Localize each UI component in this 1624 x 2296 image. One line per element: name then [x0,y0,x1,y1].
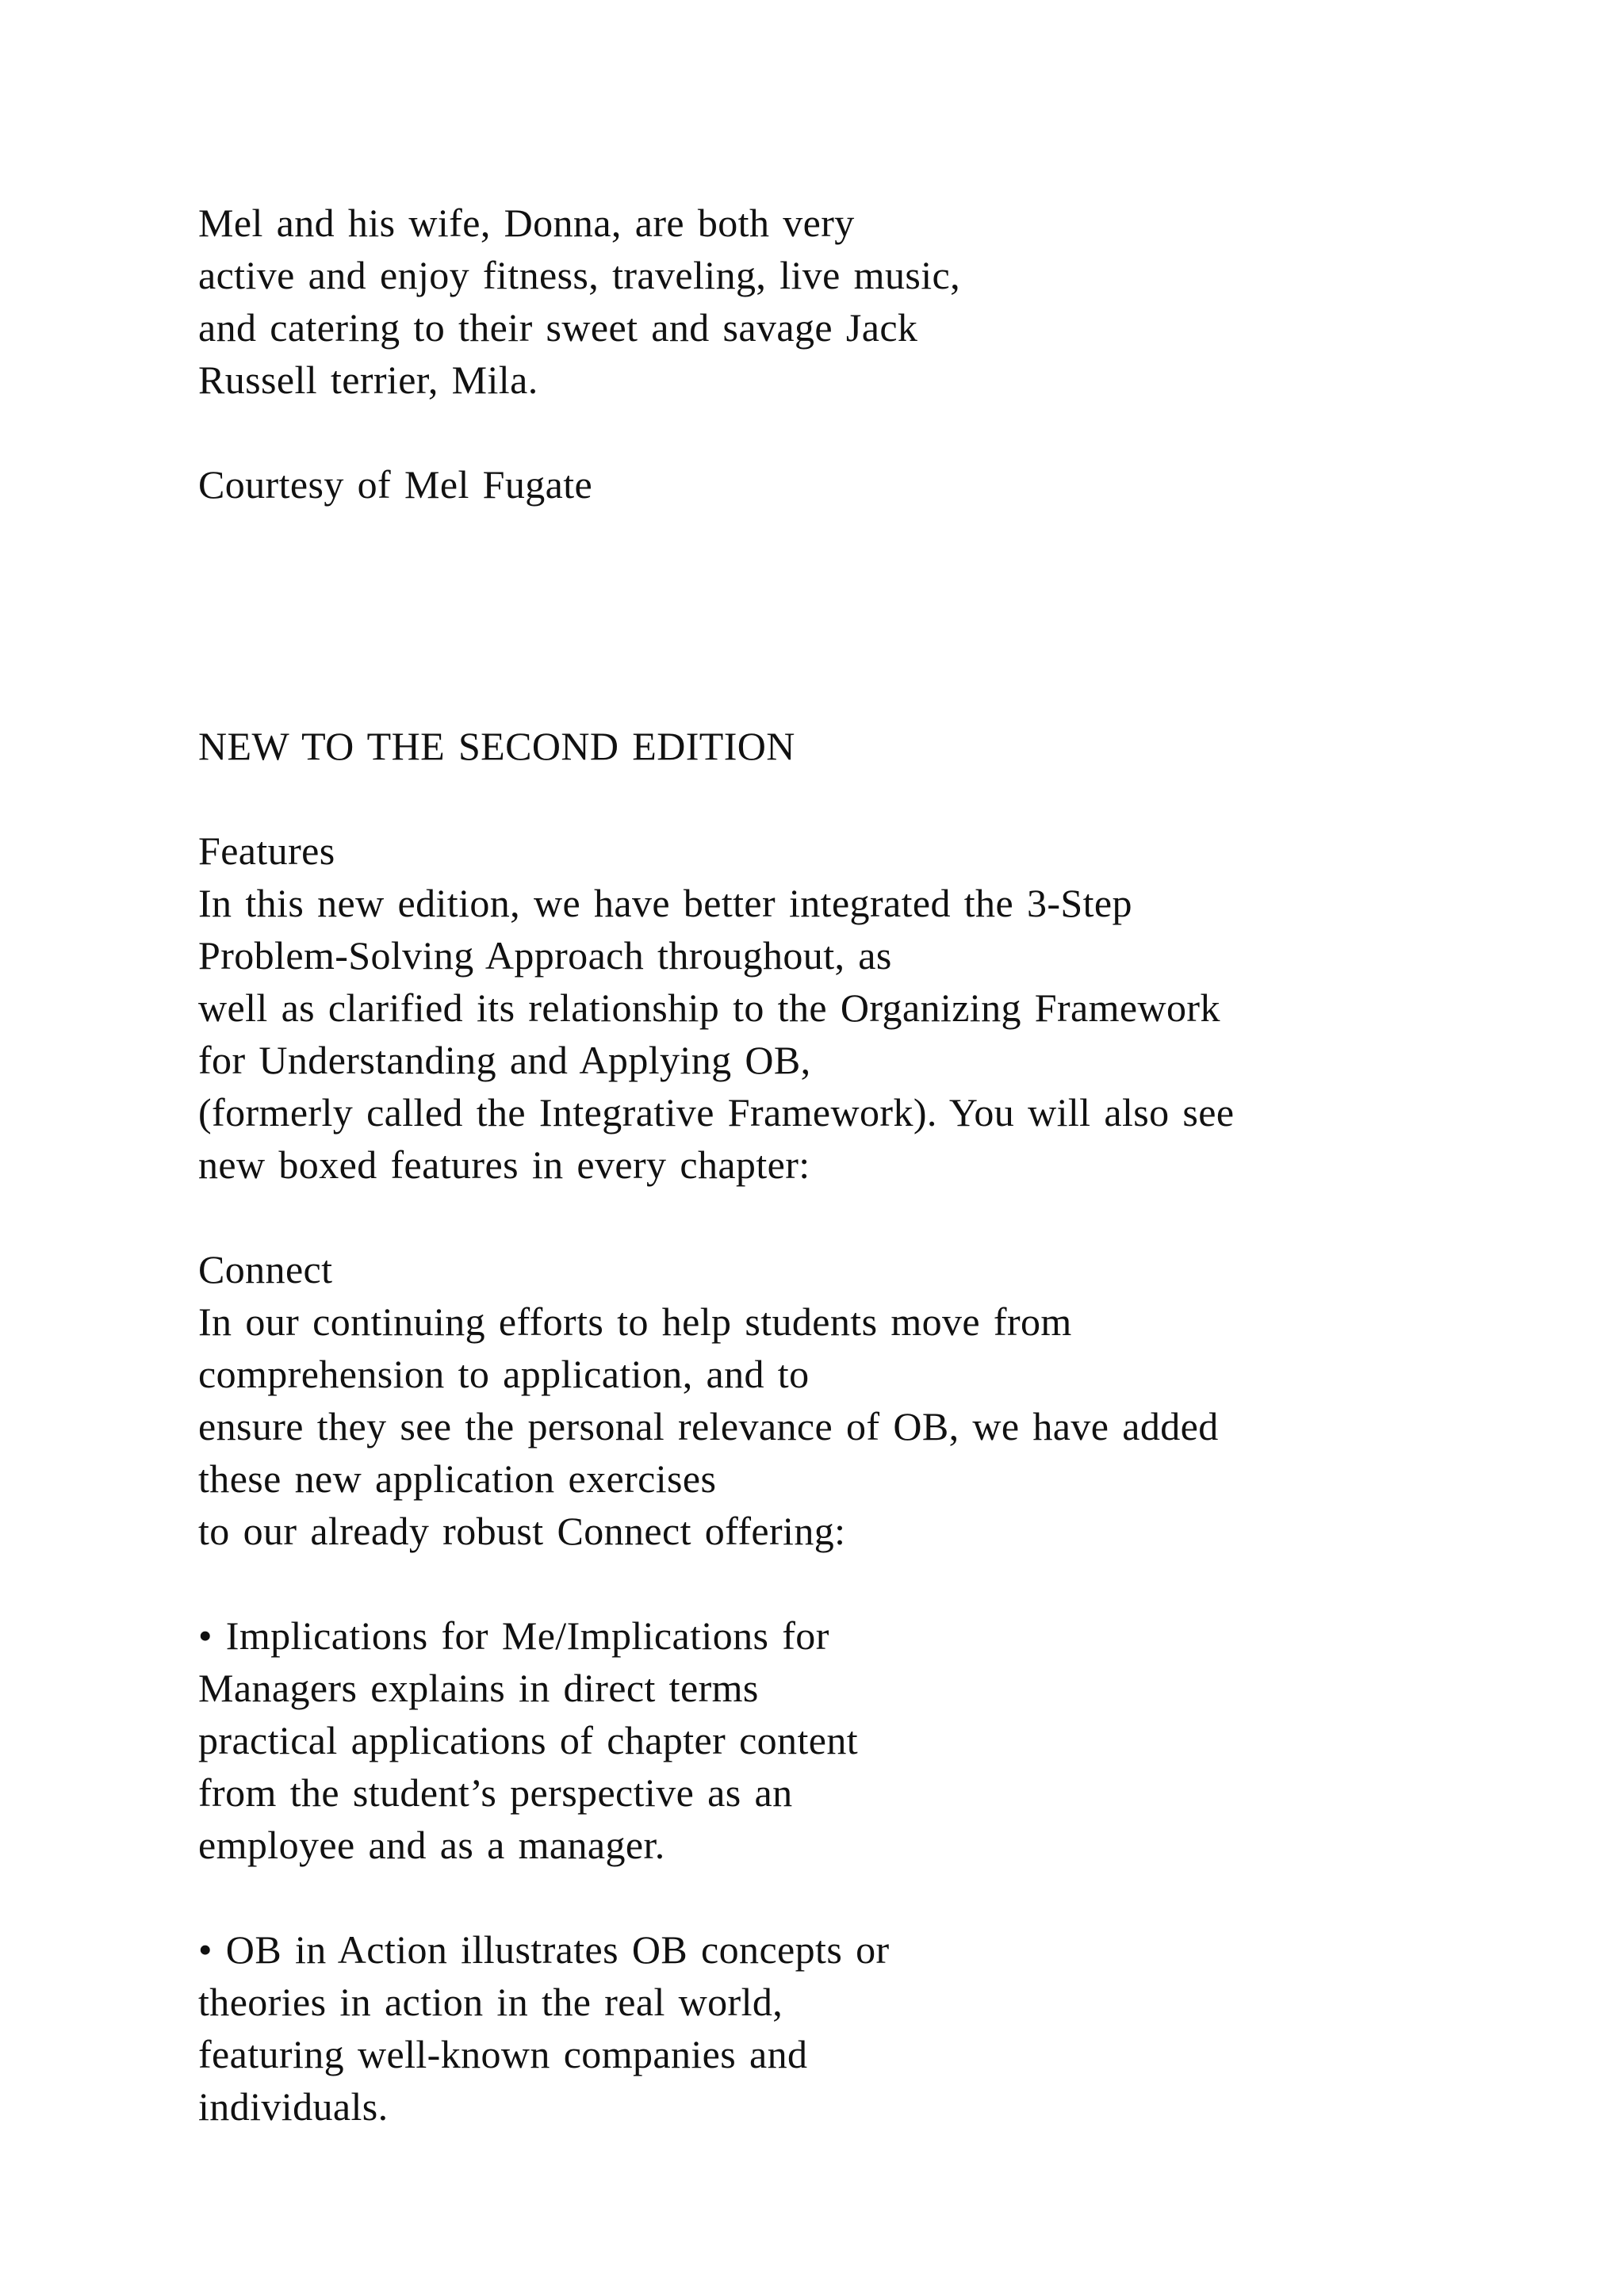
bullet-item [198,1923,1546,2133]
bullet-line: theories in action in the real world, [198,1980,783,2024]
bio-line: Russell terrier, Mila. [198,358,538,402]
bullet-line: featuring well-known companies and [198,2032,808,2076]
connect-line: these new application exercises [198,1456,717,1501]
connect-line: comprehension to application, and to [198,1352,810,1396]
features-line: for Understanding and Applying OB, [198,1038,811,1082]
connect-line: ensure they see the personal relevance of OB, we have added [198,1404,1219,1448]
photo-credit: Courtesy of Mel Fugate [198,462,593,507]
bullet-line: • Implications for Me/Implications for [198,1613,829,1658]
features-title: Features [198,828,335,873]
spacer [198,1557,1546,1609]
connect-title: Connect [198,1247,333,1292]
bullet-line: from the student’s perspective as an [198,1770,793,1815]
bullet-line: individuals. [198,2084,389,2129]
spacer [198,1871,1546,1923]
bio-paragraph [198,197,1546,406]
features-line: new boxed features in every chapter: [198,1142,810,1187]
bullet-line: Managers explains in direct terms [198,1666,759,1710]
bullet-line: employee and as a manager. [198,1823,665,1867]
bullet-line: practical applications of chapter content [198,1718,859,1762]
page-text [198,197,1546,2133]
connect-line: In our continuing efforts to help students move from [198,1299,1072,1344]
bullet-item [198,1609,1546,1871]
spacer [198,772,1546,825]
features-line: well as clarified its relationship to the Organizing Framework [198,985,1220,1030]
section-heading: NEW TO THE SECOND EDITION [198,724,795,768]
spacer [198,406,1546,458]
features-line: (formerly called the Integrative Framework). You will also see [198,1090,1235,1135]
bullet-line: • OB in Action illustrates OB concepts or [198,1927,890,1972]
features-line: Problem-Solving Approach throughout, as [198,933,892,978]
bio-line: active and enjoy fitness, traveling, live music, [198,253,960,297]
spacer [198,1191,1546,1243]
features-line: In this new edition, we have better integrated the 3-Step [198,881,1132,925]
connect-line: to our already robust Connect offering: [198,1509,846,1553]
features-paragraph [198,825,1546,1191]
bio-line: and catering to their sweet and savage Jack [198,305,918,350]
spacer [198,511,1546,720]
bio-line: Mel and his wife, Donna, are both very [198,201,855,245]
connect-paragraph [198,1243,1546,1557]
